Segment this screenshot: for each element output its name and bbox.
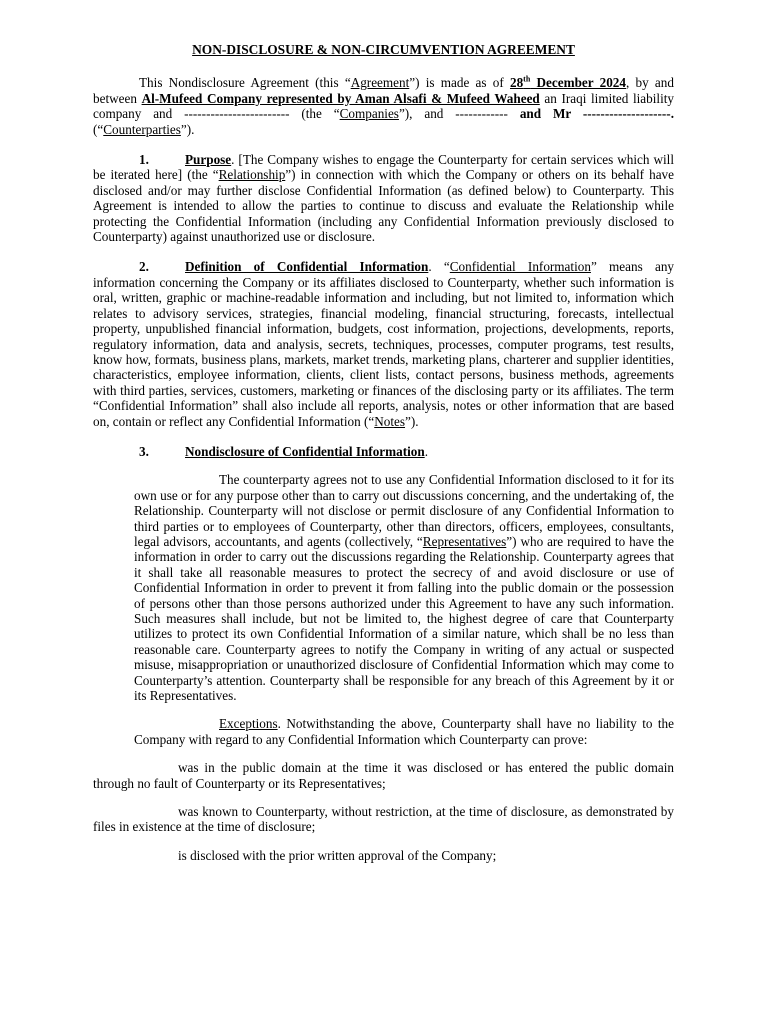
term-representatives: Representatives [422,533,507,549]
intro-text: ”). [180,121,195,137]
section-text: . [The Company wishes to engage the Counterparty for certain services which will be iterated here] (the “ [93,152,674,183]
intro-text: ”), and ------------ [398,106,520,122]
section-2-definition [93,259,674,428]
section-text: . Notwithstanding the above, Counterparty shall have no liability to the Company with regard to any Confidential Information which Counterparty can prove: [134,716,674,747]
term-counterparties: Counterparties [103,121,181,137]
date-day: 28 [509,75,524,91]
section-heading: Nondisclosure of Confidential Information [185,443,425,459]
section-text: ”). [405,413,419,429]
exception-item: is disclosed with the prior written approval of the Company; [178,847,497,863]
section-heading: Purpose [185,152,232,168]
section-3-heading [93,444,674,459]
section-text: ”) in connection with which the Company or others on its behalf have disclosed and/or may further disclose Confidential Information (as defined below) to Counterparty. This Agreement is intended to allow the parties to continue to discuss and evaluate the Relationship while protecting the Confidential Information (including any Confidential Information previously disclosed to Counterparty) against unauthorized use or disclosure. [93,167,674,245]
intro-paragraph [93,75,674,137]
intro-text: , by and between [93,75,674,106]
section-text: ”) who are required to have the information in order to carry out the discussions regarding the Relationship. Counterparty agrees that it shall take all reasonable measures to protect the secrecy of and avoid disclosure or use of Confidential Information in order to prevent it from falling into the public domain or the possession of persons other than those persons authorized under this Agreement to have any such information. Such measures shall include, but not be limited to, the highest degree of care that Counterparty utilizes to protect its own Confidential Information of a similar nature, which shall be no less than reasonable care. Counterparty agrees to notify the Company in writing of any actual or suspected misuse, misappropriation or unauthorized disclosure of Confidential Information which may come to Counterparty’s attention. Counterparty shall be responsible for any breach of this Agreement by it or its Representatives. [134,533,674,704]
agreement-date [510,75,626,90]
section-text: . “ [428,259,450,275]
term-relationship: Relationship [218,167,286,183]
document-page [93,40,674,863]
intro-text: an Iraqi limited liability company and ------------------------ (the “ [93,90,674,122]
date-month-year: December 2024 [530,75,626,91]
exceptions-paragraph [134,716,674,747]
counterparty-name-blank: and Mr --------------------. [519,106,674,122]
exception-item: was in the public domain at the time it was disclosed or has entered the public domain through no fault of Counterparty or its Representatives; [93,760,674,791]
term-notes: Notes [374,413,406,429]
section-number: 2. [139,259,149,275]
section-text: ” means any information concerning the Company or its affiliates disclosed to Counterparty, whether such information is oral, written, graphic or machine-readable information and including, but not limited to, information which relates to advisory services, strategies, financial modeling, financial structuring, forecasts, intellectual property, unpublished financial information, budgets, cost information, projections, developments, reports, regulatory information, data and analysis, secrets, techniques, processes, computer programs, test results, know how, formats, business plans, markets, market trends, marketing plans, charterer and supplier identities, characteristics, employee information, clients, client lists, contact persons, business methods, agreements with third parties, services, customers, marketing or finances of the disclosing party or its affiliates. The term “Confidential Information” shall also include all reports, analysis, notes or other information that are based on, contain or reflect any Confidential Information (“ [93,259,675,429]
exception-item: was known to Counterparty, without restriction, at the time of disclosure, as demonstrated by files in existence at the time of disclosure; [93,804,674,835]
intro-text: This Nondisclosure Agreement (this “ [139,75,351,91]
intro-text: ”) is made as of [409,75,510,91]
term-confidential-information: Confidential Information [449,259,591,275]
section-heading: Definition of Confidential Information [185,259,429,275]
section-number: 3. [139,443,149,459]
section-number: 1. [139,152,149,168]
exceptions-heading: Exceptions [219,716,278,732]
intro-text: (“ [93,121,104,137]
section-text: . [424,443,429,459]
section-1-purpose [93,152,674,244]
document-title: NON-DISCLOSURE & NON-CIRCUMVENTION AGREEMENT [192,42,575,57]
section-3-body [134,472,674,703]
section-text: The counterparty agrees not to use any Confidential Information disclosed to it for its own use or for any purpose other than to carry out discussions concerning, and the undertaking of, the Relationship. Counterparty will not disclose or permit disclosure of any Confidential Information to third parties or to employees of Counterparty, other than directors, officers, employees, consultants, legal advisors, accountants, and agents (collectively, “ [134,472,674,549]
term-companies: Companies [339,106,399,122]
party-name: Al-Mufeed Company represented by Aman Alsafi & Mufeed Waheed [141,90,540,106]
term-agreement: Agreement [350,75,410,91]
date-suffix: th [523,75,531,85]
